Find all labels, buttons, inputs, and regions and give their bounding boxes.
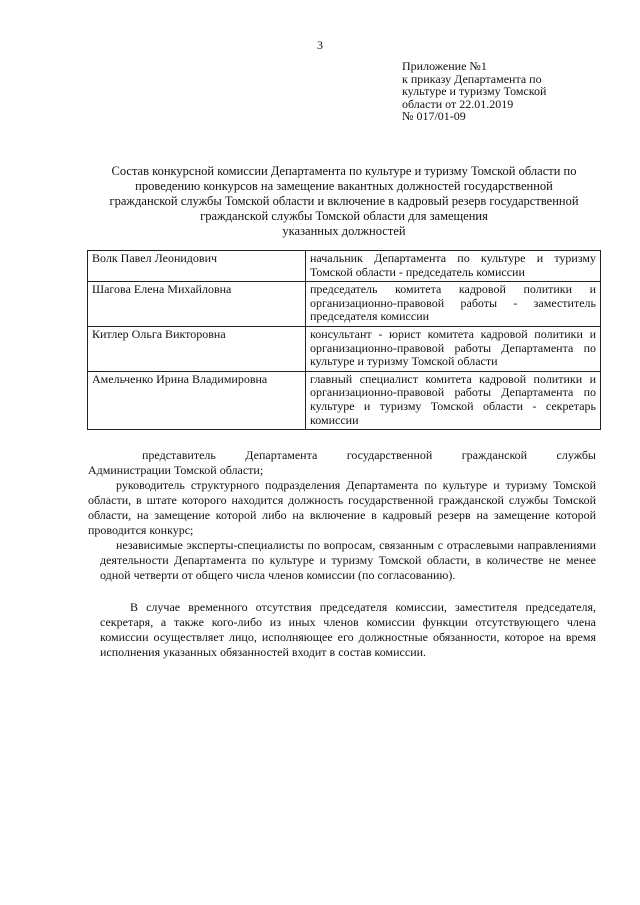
independent-experts-paragraph: независимые эксперты-специалисты по вопросам, связанным с отраслевыми направлениями деятельности Департамента по культуре и туризму Томской области, в количестве не менее одной четверти от общего числа членов комиссии (по согласованию). — [100, 538, 596, 582]
member-position: председатель комитета кадровой политики и организационно-правовой работы - заместитель председателя комиссии — [306, 282, 601, 327]
member-position: главный специалист комитета кадровой политики и организационно-правовой работы Департамента по культуре и туризму Томской области - секретарь комиссии — [306, 371, 601, 429]
head-of-unit-paragraph: руководитель структурного подразделения Департамента по культуре и туризму Томской области, в штате которого находится должность государственной гражданской службы Томской области, на замещение которой либо на включение в кадровый резерв на замещение которой проводится конкурс; — [88, 478, 596, 537]
member-position: начальник Департамента по культуре и туризму Томской области - председатель комиссии — [306, 251, 601, 282]
title-line: проведению конкурсов на замещение вакантных должностей государственной — [135, 179, 553, 193]
table-row — [88, 251, 601, 282]
document-title — [88, 164, 600, 239]
appendix-line: № 017/01-09 — [402, 109, 466, 124]
title-line: указанных должностей — [282, 224, 406, 238]
representative-line: представитель Департамента государственной гражданской службы — [142, 448, 596, 462]
member-name: Амельченко Ирина Владимировна — [88, 371, 306, 429]
title-line: гражданской службы Томской области и включение в кадровый резерв государственной — [109, 194, 579, 208]
representative-line: Администрации Томской области; — [88, 463, 264, 477]
table-row — [88, 326, 601, 371]
member-name: Шагова Елена Михайловна — [88, 282, 306, 327]
appendix-line: Приложение №1 — [402, 59, 487, 73]
member-name: Волк Павел Леонидович — [88, 251, 306, 282]
title-line: гражданской службы Томской области для замещения — [200, 209, 488, 223]
appendix-header — [402, 60, 602, 123]
page-number: 3 — [317, 38, 323, 52]
appendix-line: области от 22.01.2019 — [402, 96, 514, 111]
table-row — [88, 282, 601, 327]
appendix-line: культуре и туризму Томской — [402, 84, 547, 99]
commission-members-table — [87, 250, 601, 430]
title-line: Состав конкурсной комиссии Департамента по культуре и туризму Томской области по — [111, 164, 577, 178]
member-name: Китлер Ольга Викторовна — [88, 326, 306, 371]
representative-paragraph — [88, 448, 596, 478]
table-row — [88, 371, 601, 429]
appendix-line: к приказу Департамента по — [402, 71, 542, 86]
absence-clause-paragraph: В случае временного отсутствия председателя комиссии, заместителя председателя, секретаря, а также кого-либо из иных членов комиссии функции отсутствующего члена комиссии осуществляет лицо, исполняющее его должностные обязанности, которое на время исполнения указанных обязанностей входит в состав комиссии. — [100, 600, 596, 659]
member-position: консультант - юрист комитета кадровой политики и организационно-правовой работы Департамента по культуре и туризму Томской области — [306, 326, 601, 371]
